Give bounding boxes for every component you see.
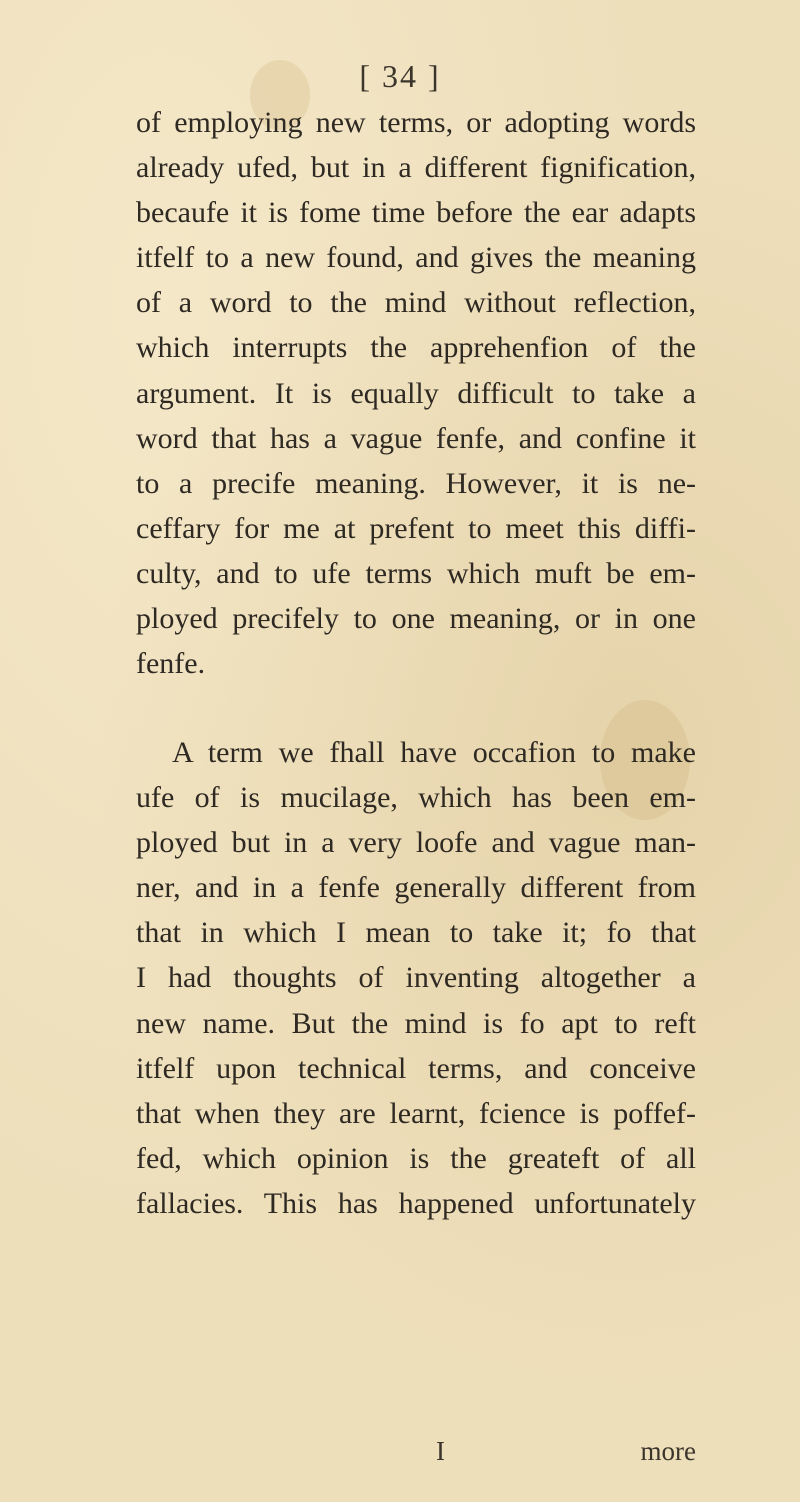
text-line: already ufed, but in a different fignification, [136, 151, 696, 185]
text-line: ner, and in a fenfe generally different from [136, 871, 696, 905]
text-line: that in which I mean to take it; fo that [136, 916, 696, 950]
paragraph-2 [136, 730, 696, 1226]
text-line: fed, which opinion is the greateft of all [136, 1141, 696, 1175]
text-line: itfelf to a new found, and gives the meaning [136, 241, 696, 275]
text-line: itfelf upon technical terms, and conceive [136, 1051, 696, 1085]
text-line: ployed precifely to one meaning, or in one [136, 602, 696, 636]
text-line: of employing new terms, or adopting words [136, 106, 696, 139]
catchword: more [640, 1436, 696, 1466]
text-line: ployed but in a very loofe and vague man- [136, 826, 696, 860]
text-line: ufe of is mucilage, which has been em- [136, 781, 696, 815]
text-line: fenfe. [136, 647, 206, 681]
text-line: of a word to the mind without reflection, [136, 286, 696, 320]
text-line: that when they are learnt, fcience is poffef- [136, 1096, 696, 1130]
text-line: fallacies. This has happened unfortunately [136, 1186, 696, 1220]
signature-mark: I [436, 1436, 445, 1466]
text-line: argument. It is equally difficult to take a [136, 376, 696, 410]
page-number: [ 34 ] [359, 58, 441, 94]
text-line: A term we fhall have occafion to make [172, 736, 696, 769]
text-line: I had thoughts of inventing altogether a [136, 961, 696, 995]
text-line: culty, and to ufe terms which muft be em- [136, 556, 696, 590]
text-line: new name. But the mind is fo apt to reft [136, 1006, 696, 1040]
text-line: to a precife meaning. However, it is ne- [136, 466, 696, 500]
text-line: ceffary for me at prefent to meet this diffi- [136, 511, 696, 545]
text-line: word that has a vague fenfe, and confine it [136, 421, 696, 455]
paragraph-1 [136, 100, 696, 686]
text-line: becaufe it is fome time before the ear adapts [136, 196, 696, 230]
text-line: which interrupts the apprehenfion of the [136, 331, 696, 365]
